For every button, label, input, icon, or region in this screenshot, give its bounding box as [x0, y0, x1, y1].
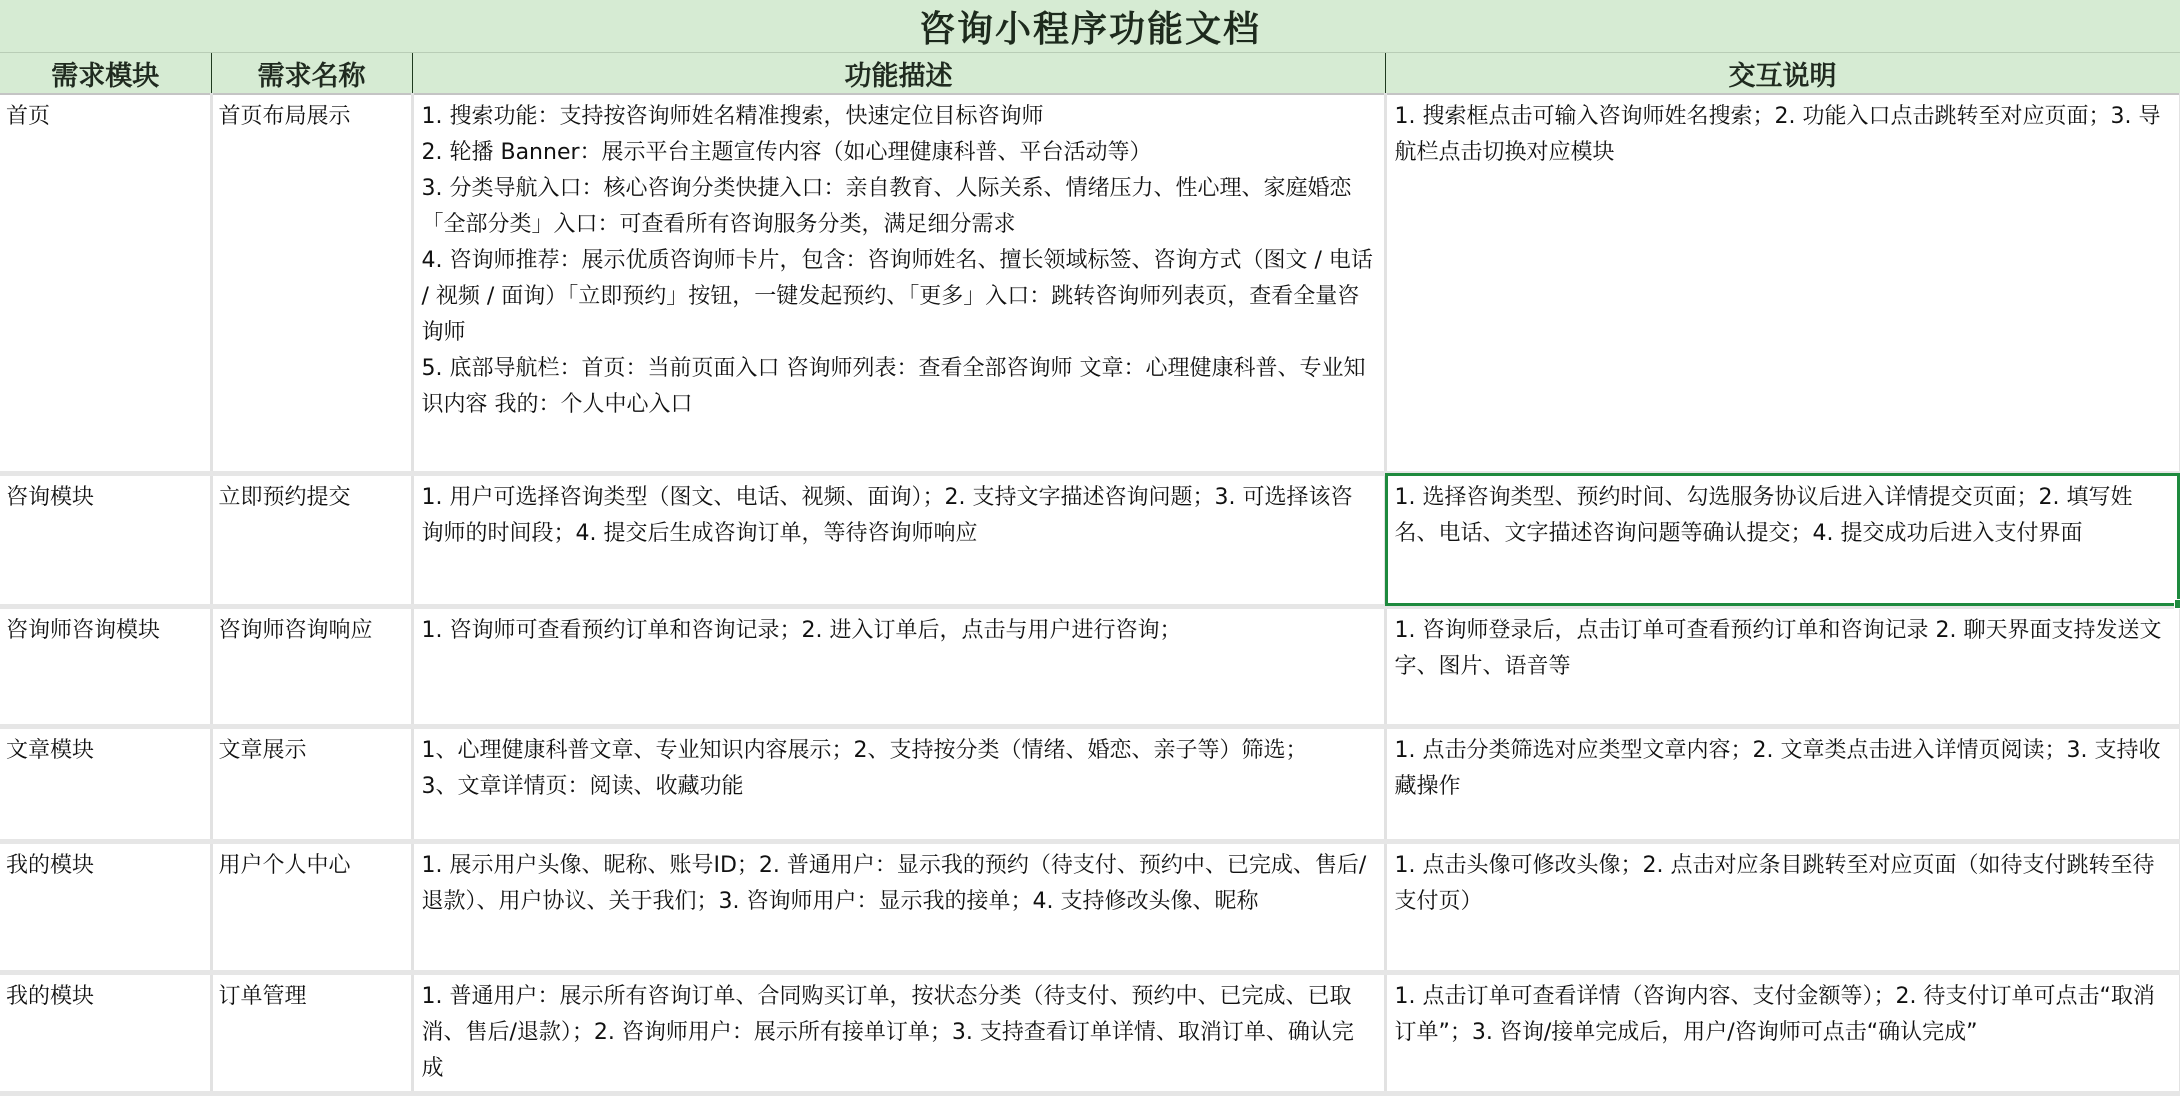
interaction-line: 1. 咨询师登录后，点击订单可查看预约订单和咨询记录 2. 聊天界面支持发送文字、图片、语音等 — [1395, 613, 2169, 685]
interaction-line: 1. 点击头像可修改头像；2. 点击对应条目跳转至对应页面（如待支付跳转至待支付页） — [1395, 848, 2169, 920]
cell-description[interactable] — [412, 726, 1385, 841]
header-name: 需求名称 — [211, 53, 412, 94]
cell-description[interactable] — [412, 972, 1385, 1093]
header-module: 需求模块 — [0, 53, 211, 94]
table-row — [0, 606, 2180, 726]
cell-interaction[interactable] — [1385, 94, 2180, 473]
header-description: 功能描述 — [412, 53, 1385, 94]
desc-line: 3. 分类导航入口：核心咨询分类快捷入口：亲自教育、人际关系、情绪压力、性心理、家庭婚恋 — [422, 171, 1374, 207]
cell-name[interactable]: 订单管理 — [211, 972, 412, 1093]
cell-name[interactable]: 立即预约提交 — [211, 473, 412, 606]
desc-line: 5. 底部导航栏：首页：当前页面入口 咨询师列表：查看全部咨询师 文章：心理健康科普、专业知识内容 我的：个人中心入口 — [422, 351, 1374, 423]
cell-module[interactable]: 我的模块 — [0, 972, 211, 1093]
interaction-line: 1. 点击分类筛选对应类型文章内容；2. 文章类点击进入详情页阅读；3. 支持收藏操作 — [1395, 733, 2169, 805]
table-row — [0, 726, 2180, 841]
table-row — [0, 841, 2180, 972]
desc-line: 4. 咨询师推荐：展示优质咨询师卡片，包含：咨询师姓名、擅长领域标签、咨询方式（图文 / 电话 / 视频 / 面询）「立即预约」按钮，一键发起预约、「更多」入口：跳转咨询师列表页，查看全量咨询师 — [422, 243, 1374, 351]
table-row — [0, 473, 2180, 606]
desc-line: 2. 轮播 Banner：展示平台主题宣传内容（如心理健康科普、平台活动等） — [422, 135, 1374, 171]
desc-line: 3、文章详情页：阅读、收藏功能 — [422, 769, 1374, 805]
desc-line: 1. 普通用户：展示所有咨询订单、合同购买订单，按状态分类（待支付、预约中、已完成、已取消、售后/退款）；2. 咨询师用户：展示所有接单订单；3. 支持查看订单详情、取消订单、确认完成 — [422, 979, 1374, 1087]
cell-name[interactable]: 首页布局展示 — [211, 94, 412, 473]
cell-interaction[interactable] — [1385, 841, 2180, 972]
cell-name[interactable]: 咨询师咨询响应 — [211, 606, 412, 726]
interaction-line: 1. 搜索框点击可输入咨询师姓名搜索；2. 功能入口点击跳转至对应页面；3. 导航栏点击切换对应模块 — [1395, 99, 2169, 171]
document-title: 咨询小程序功能文档 — [919, 1, 1261, 52]
cell-interaction[interactable] — [1385, 606, 2180, 726]
header-row — [0, 53, 2180, 94]
desc-line: 「全部分类」入口：可查看所有咨询服务分类，满足细分需求 — [422, 207, 1374, 243]
cell-description[interactable] — [412, 94, 1385, 473]
cell-description[interactable] — [412, 473, 1385, 606]
cell-module[interactable]: 我的模块 — [0, 841, 211, 972]
cell-name[interactable]: 文章展示 — [211, 726, 412, 841]
desc-line: 1. 展示用户头像、昵称、账号ID；2. 普通用户：显示我的预约（待支付、预约中、已完成、售后/退款）、用户协议、关于我们；3. 咨询师用户：显示我的接单；4. 支持修改头像、昵称 — [422, 848, 1374, 920]
table-row — [0, 972, 2180, 1093]
cell-interaction[interactable] — [1385, 972, 2180, 1093]
cell-module[interactable]: 咨询师咨询模块 — [0, 606, 211, 726]
desc-line: 1. 搜索功能：支持按咨询师姓名精准搜索，快速定位目标咨询师 — [422, 99, 1374, 135]
cell-module[interactable]: 首页 — [0, 94, 211, 473]
cell-interaction-selected[interactable] — [1385, 473, 2180, 606]
desc-line: 1、心理健康科普文章、专业知识内容展示；2、支持按分类（情绪、婚恋、亲子等）筛选； — [422, 733, 1374, 769]
cell-description[interactable] — [412, 606, 1385, 726]
table-row — [0, 94, 2180, 473]
cell-interaction[interactable] — [1385, 726, 2180, 841]
requirements-table — [0, 53, 2180, 1096]
cell-description[interactable] — [412, 841, 1385, 972]
fill-handle[interactable] — [2174, 599, 2180, 609]
cell-name[interactable]: 用户个人中心 — [211, 841, 412, 972]
desc-line: 1. 咨询师可查看预约订单和咨询记录；2. 进入订单后，点击与用户进行咨询； — [422, 613, 1374, 649]
header-interaction: 交互说明 — [1385, 53, 2180, 94]
interaction-line: 1. 选择咨询类型、预约时间、勾选服务协议后进入详情提交页面；2. 填写姓名、电话、文字描述咨询问题等确认提交；4. 提交成功后进入支付界面 — [1395, 480, 2169, 552]
cell-module[interactable]: 咨询模块 — [0, 473, 211, 606]
interaction-line: 1. 点击订单可查看详情（咨询内容、支付金额等）；2. 待支付订单可点击“取消订单”；3. 咨询/接单完成后，用户/咨询师可点击“确认完成” — [1395, 979, 2169, 1051]
desc-line: 1. 用户可选择咨询类型（图文、电话、视频、面询）；2. 支持文字描述咨询问题；3. 可选择该咨询师的时间段；4. 提交后生成咨询订单，等待咨询师响应 — [422, 480, 1374, 552]
cell-module[interactable]: 文章模块 — [0, 726, 211, 841]
document-title-row — [0, 0, 2180, 54]
